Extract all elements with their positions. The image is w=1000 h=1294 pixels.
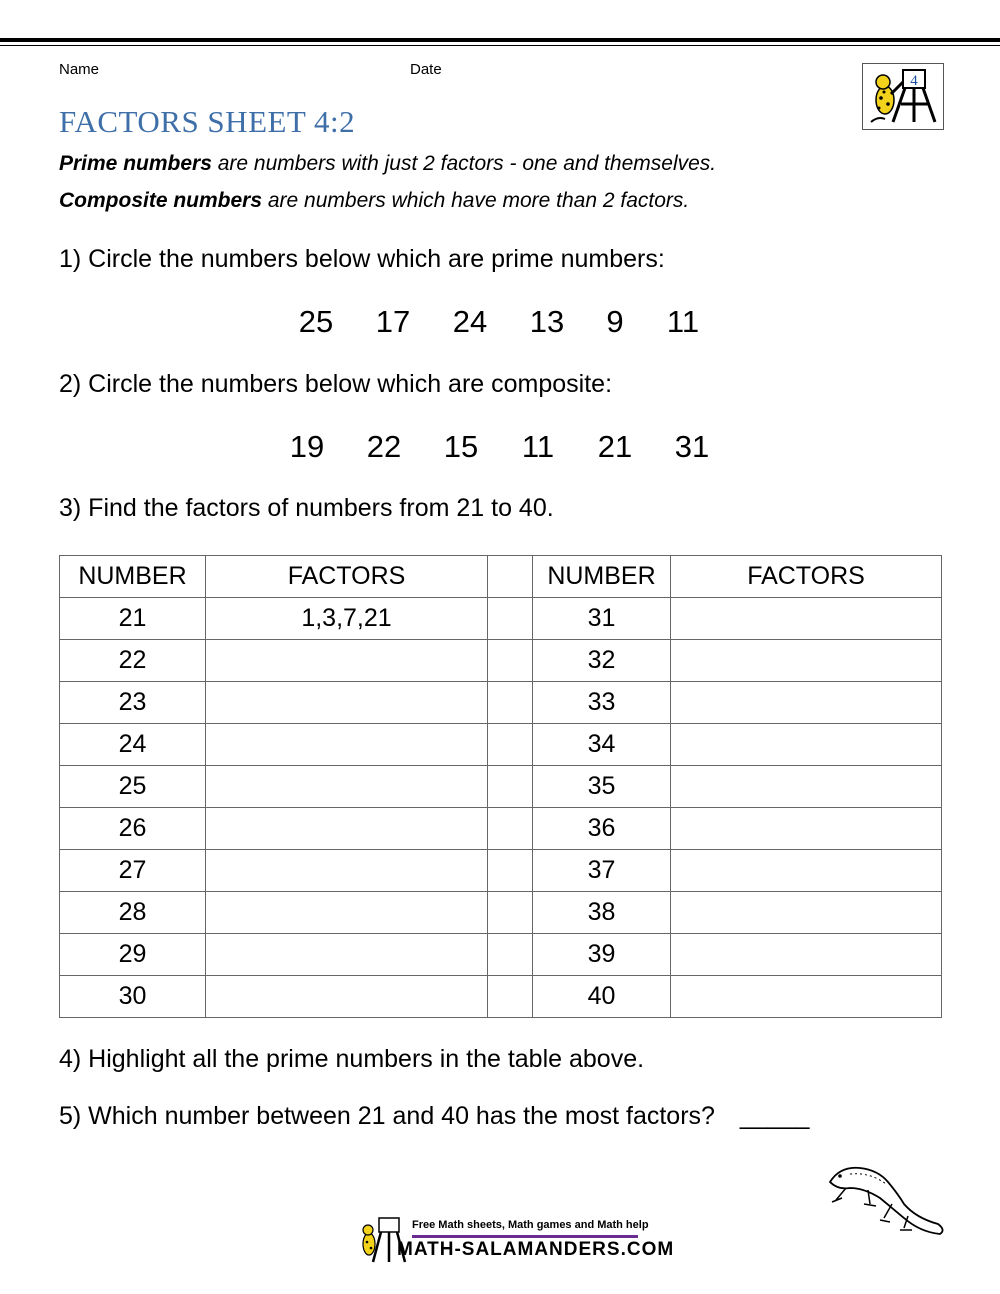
- page-title: FACTORS SHEET 4:2: [59, 104, 356, 139]
- salamander-icon: [820, 1160, 950, 1245]
- prime-definition: [59, 152, 716, 176]
- table-row: [60, 892, 942, 934]
- q2-number[interactable]: 22: [366, 429, 402, 464]
- q1-number[interactable]: 25: [298, 304, 334, 339]
- number-cell: 39: [533, 934, 671, 976]
- number-cell: 36: [533, 808, 671, 850]
- composite-term: Composite numbers: [59, 189, 263, 212]
- table-row: [60, 724, 942, 766]
- factors-cell[interactable]: [206, 850, 488, 892]
- q2-number[interactable]: 19: [289, 429, 325, 464]
- table-row: [60, 934, 942, 976]
- table-row: [60, 766, 942, 808]
- spacer-cell: [488, 892, 533, 934]
- question-1: 1) Circle the numbers below which are prime numbers:: [59, 245, 665, 273]
- footer-site[interactable]: MATH-SALAMANDERS.COM: [397, 1239, 675, 1260]
- question-4: 4) Highlight all the prime numbers in the table above.: [59, 1045, 645, 1073]
- prime-definition-text: are numbers with just 2 factors - one and themselves.: [211, 152, 717, 175]
- q2-number[interactable]: 15: [443, 429, 479, 464]
- factors-cell[interactable]: [206, 766, 488, 808]
- question-5: [59, 1102, 809, 1131]
- spacer-cell: [488, 682, 533, 724]
- salamander-teacher-icon: [863, 64, 943, 129]
- number-cell: 23: [60, 682, 206, 724]
- table-row: [60, 640, 942, 682]
- number-cell: 31: [533, 598, 671, 640]
- date-label: Date: [410, 61, 442, 78]
- question-2: 2) Circle the numbers below which are composite:: [59, 370, 613, 398]
- prime-term: Prime numbers: [59, 152, 212, 175]
- factors-cell[interactable]: [671, 682, 942, 724]
- factors-cell[interactable]: [671, 598, 942, 640]
- top-rule-thin: [0, 45, 1000, 46]
- factors-cell[interactable]: [671, 766, 942, 808]
- grade-logo: [862, 63, 944, 130]
- spacer-cell: [488, 934, 533, 976]
- q2-number[interactable]: 11: [521, 429, 555, 464]
- factors-cell[interactable]: [671, 892, 942, 934]
- number-cell: 29: [60, 934, 206, 976]
- number-cell: 22: [60, 640, 206, 682]
- table-row: [60, 808, 942, 850]
- grade-number: 4: [910, 73, 918, 89]
- question-5-text: 5) Which number between 21 and 40 has the most factors?: [59, 1102, 715, 1130]
- number-cell: 34: [533, 724, 671, 766]
- factors-cell[interactable]: [206, 682, 488, 724]
- number-cell: 33: [533, 682, 671, 724]
- number-cell: 32: [533, 640, 671, 682]
- number-cell: 40: [533, 976, 671, 1018]
- number-cell: 37: [533, 850, 671, 892]
- q1-number[interactable]: 13: [529, 304, 565, 339]
- factors-cell[interactable]: [206, 892, 488, 934]
- number-cell: 27: [60, 850, 206, 892]
- number-cell: 38: [533, 892, 671, 934]
- factors-cell[interactable]: [206, 640, 488, 682]
- table-row: [60, 682, 942, 724]
- column-spacer: [488, 556, 533, 598]
- spacer-cell: [488, 598, 533, 640]
- composite-definition-text: are numbers which have more than 2 factors.: [262, 189, 690, 212]
- factors-cell[interactable]: [206, 724, 488, 766]
- factors-cell[interactable]: [671, 808, 942, 850]
- table-row: [60, 598, 942, 640]
- column-header-number: NUMBER: [533, 556, 671, 598]
- table-row: [60, 976, 942, 1018]
- spacer-cell: [488, 976, 533, 1018]
- number-cell: 24: [60, 724, 206, 766]
- factors-table: [59, 555, 942, 1018]
- spacer-cell: [488, 724, 533, 766]
- factors-cell[interactable]: [671, 640, 942, 682]
- table-header-row: [60, 556, 942, 598]
- top-rule: [0, 38, 1000, 42]
- factors-cell[interactable]: 1,3,7,21: [206, 598, 488, 640]
- answer-blank[interactable]: _____: [739, 1102, 810, 1130]
- number-cell: 21: [60, 598, 206, 640]
- factors-cell[interactable]: [671, 934, 942, 976]
- factors-cell[interactable]: [671, 850, 942, 892]
- column-header-number: NUMBER: [60, 556, 206, 598]
- q1-number[interactable]: 9: [606, 304, 624, 339]
- factors-cell[interactable]: [206, 976, 488, 1018]
- spacer-cell: [488, 766, 533, 808]
- spacer-cell: [488, 808, 533, 850]
- number-cell: 26: [60, 808, 206, 850]
- column-header-factors: FACTORS: [671, 556, 942, 598]
- name-label: Name: [59, 61, 100, 78]
- q1-number[interactable]: 24: [452, 304, 488, 339]
- q1-number[interactable]: 17: [375, 304, 411, 339]
- factors-cell[interactable]: [671, 724, 942, 766]
- footer-underline: [412, 1235, 638, 1238]
- q2-number[interactable]: 21: [597, 429, 633, 464]
- question-3: 3) Find the factors of numbers from 21 to 40.: [59, 494, 554, 522]
- factors-cell[interactable]: [206, 808, 488, 850]
- composite-definition: [59, 189, 689, 213]
- q1-number[interactable]: 11: [666, 304, 700, 339]
- number-cell: 25: [60, 766, 206, 808]
- spacer-cell: [488, 850, 533, 892]
- q2-number[interactable]: 31: [674, 429, 710, 464]
- table-row: [60, 850, 942, 892]
- factors-cell[interactable]: [671, 976, 942, 1018]
- number-cell: 30: [60, 976, 206, 1018]
- column-header-factors: FACTORS: [206, 556, 488, 598]
- spacer-cell: [488, 640, 533, 682]
- number-cell: 35: [533, 766, 671, 808]
- number-cell: 28: [60, 892, 206, 934]
- footer-tagline: Free Math sheets, Math games and Math help: [412, 1219, 649, 1231]
- factors-cell[interactable]: [206, 934, 488, 976]
